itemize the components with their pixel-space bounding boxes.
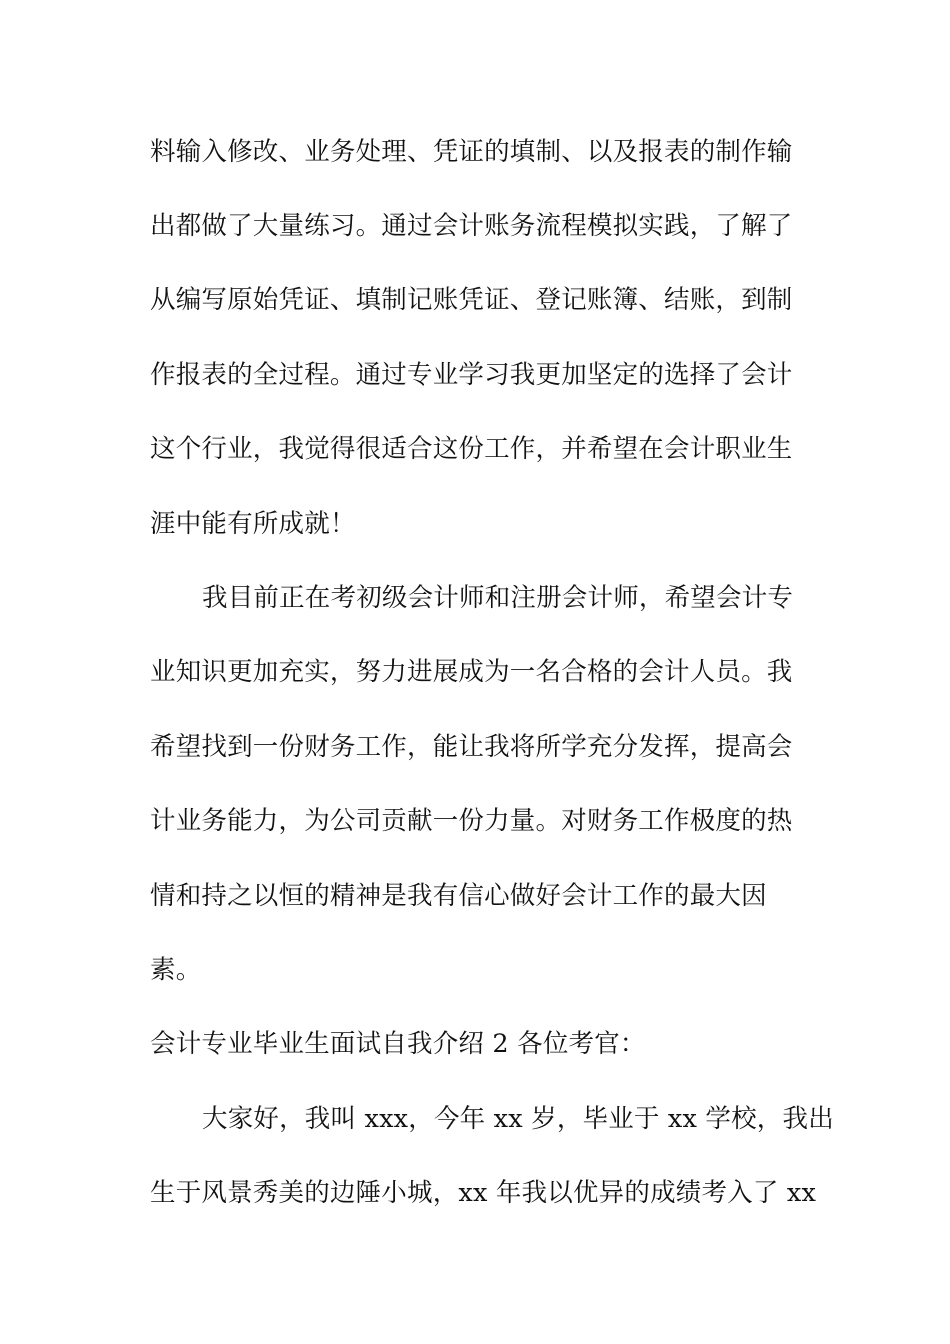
text-line: 业知识更加充实，努力进展成为一名合格的会计人员。我 bbox=[150, 657, 793, 687]
text-line: 出都做了大量练习。通过会计账务流程模拟实践，了解了 bbox=[150, 211, 793, 241]
text-line: 从编写原始凭证、填制记账凭证、登记账簿、结账，到制 bbox=[150, 285, 793, 315]
text-line: 料输入修改、业务处理、凭证的填制、以及报表的制作输 bbox=[150, 137, 793, 167]
paragraph-first-line: 我目前正在考初级会计师和注册会计师，希望会计专 bbox=[202, 583, 794, 613]
paragraph-first-line: 大家好，我叫 xxx，今年 xx 岁，毕业于 xx 学校，我出 bbox=[202, 1104, 834, 1134]
section-heading: 会计专业毕业生面试自我介绍 2 各位考官： bbox=[150, 1029, 646, 1059]
text-line: 生于风景秀美的边陲小城，xx 年我以优异的成绩考入了 xx bbox=[150, 1178, 817, 1208]
text-line: 这个行业，我觉得很适合这份工作，并希望在会计职业生 bbox=[150, 434, 793, 464]
text-line: 希望找到一份财务工作，能让我将所学充分发挥，提高会 bbox=[150, 732, 793, 762]
text-line: 作报表的全过程。通过专业学习我更加坚定的选择了会计 bbox=[150, 360, 793, 390]
text-line: 素。 bbox=[150, 955, 202, 985]
text-line: 计业务能力，为公司贡献一份力量。对财务工作极度的热 bbox=[150, 806, 793, 836]
text-line: 情和持之以恒的精神是我有信心做好会计工作的最大因 bbox=[150, 881, 767, 911]
text-line: 涯中能有所成就！ bbox=[150, 509, 356, 539]
